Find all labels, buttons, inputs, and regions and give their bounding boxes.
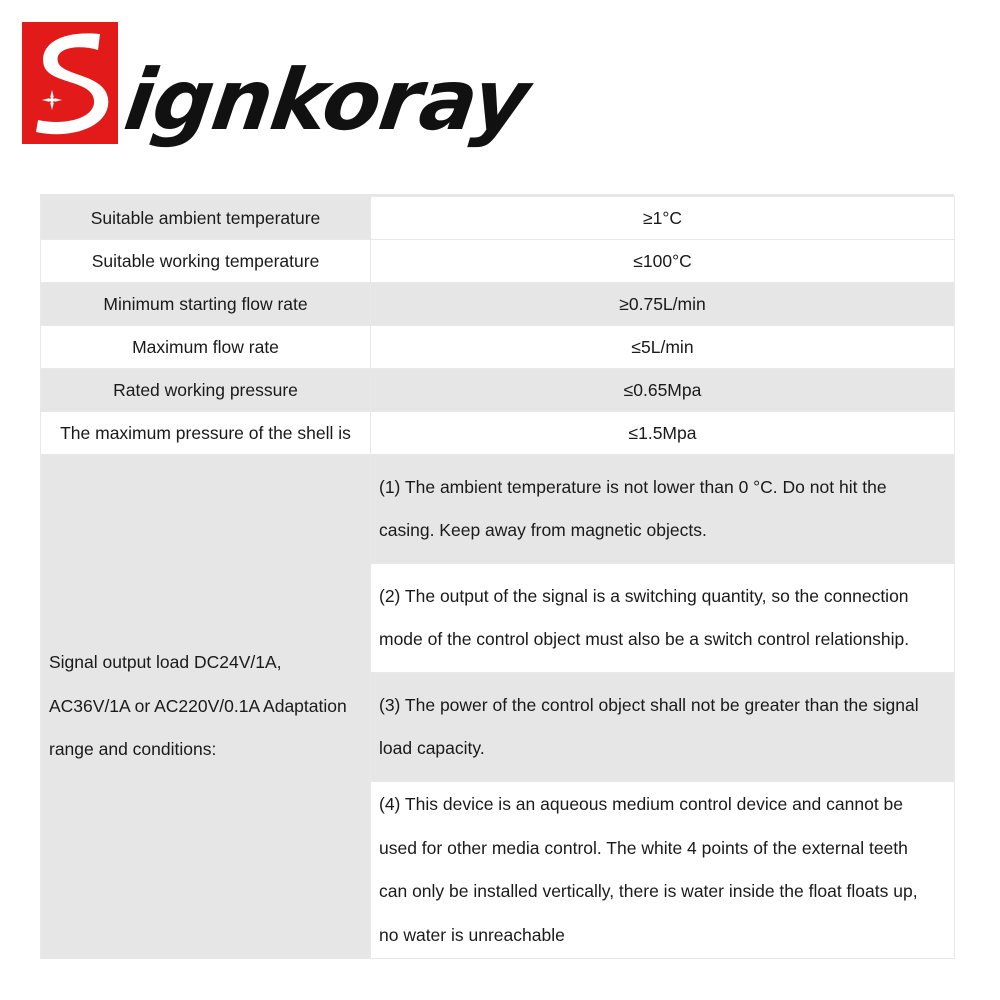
note-line: (1) The ambient temperature is not lower than 0 °C. Do not hit the — [379, 476, 887, 497]
spec-value: ≤5L/min — [371, 326, 955, 369]
logo-wordmark: ignkoray — [119, 51, 535, 149]
condition-note — [371, 673, 955, 782]
spec-value: ≤0.65Mpa — [371, 369, 955, 412]
table-row — [41, 326, 955, 369]
conditions-label-line: AC36V/1A or AC220V/0.1A Adaptation — [49, 695, 347, 716]
note-line: (2) The output of the signal is a switching quantity, so the connection — [379, 585, 909, 606]
note-line: (4) This device is an aqueous medium control device and cannot be — [379, 794, 904, 814]
spec-value: ≤100°C — [371, 240, 955, 283]
note-line: no water is unreachable — [379, 924, 565, 945]
spec-table — [40, 196, 955, 959]
note-line: (3) The power of the control object shall not be greater than the signal — [379, 694, 919, 715]
spec-value: ≥0.75L/min — [371, 283, 955, 326]
table-row — [41, 283, 955, 326]
spec-label: Maximum flow rate — [41, 326, 371, 369]
note-line: can only be installed vertically, there is water inside the float floats up, — [379, 881, 918, 901]
table-row — [41, 369, 955, 412]
spec-value: ≤1.5Mpa — [371, 412, 955, 455]
conditions-label — [41, 455, 371, 959]
table-row — [41, 412, 955, 455]
condition-note — [371, 782, 955, 959]
spec-value: ≥1°C — [371, 197, 955, 240]
table-row — [41, 455, 955, 564]
note-line: mode of the control object must also be a switch control relationship. — [379, 629, 910, 649]
note-line: load capacity. — [379, 738, 485, 758]
spec-label: Suitable ambient temperature — [41, 197, 371, 240]
note-line: casing. Keep away from magnetic objects. — [379, 520, 707, 540]
table-row — [41, 240, 955, 283]
conditions-label-line: Signal output load DC24V/1A, — [49, 652, 282, 673]
spec-label: Suitable working temperature — [41, 240, 371, 283]
spec-label: Rated working pressure — [41, 369, 371, 412]
note-line: used for other media control. The white 4 points of the external teeth — [379, 837, 908, 858]
conditions-label-line: range and conditions: — [49, 739, 217, 760]
condition-note — [371, 564, 955, 673]
table-row — [41, 197, 955, 240]
logo-s-mark — [22, 22, 118, 144]
brand-logo — [22, 22, 535, 172]
spec-label: Minimum starting flow rate — [41, 283, 371, 326]
spec-label: The maximum pressure of the shell is — [41, 412, 371, 455]
condition-note — [371, 455, 955, 564]
